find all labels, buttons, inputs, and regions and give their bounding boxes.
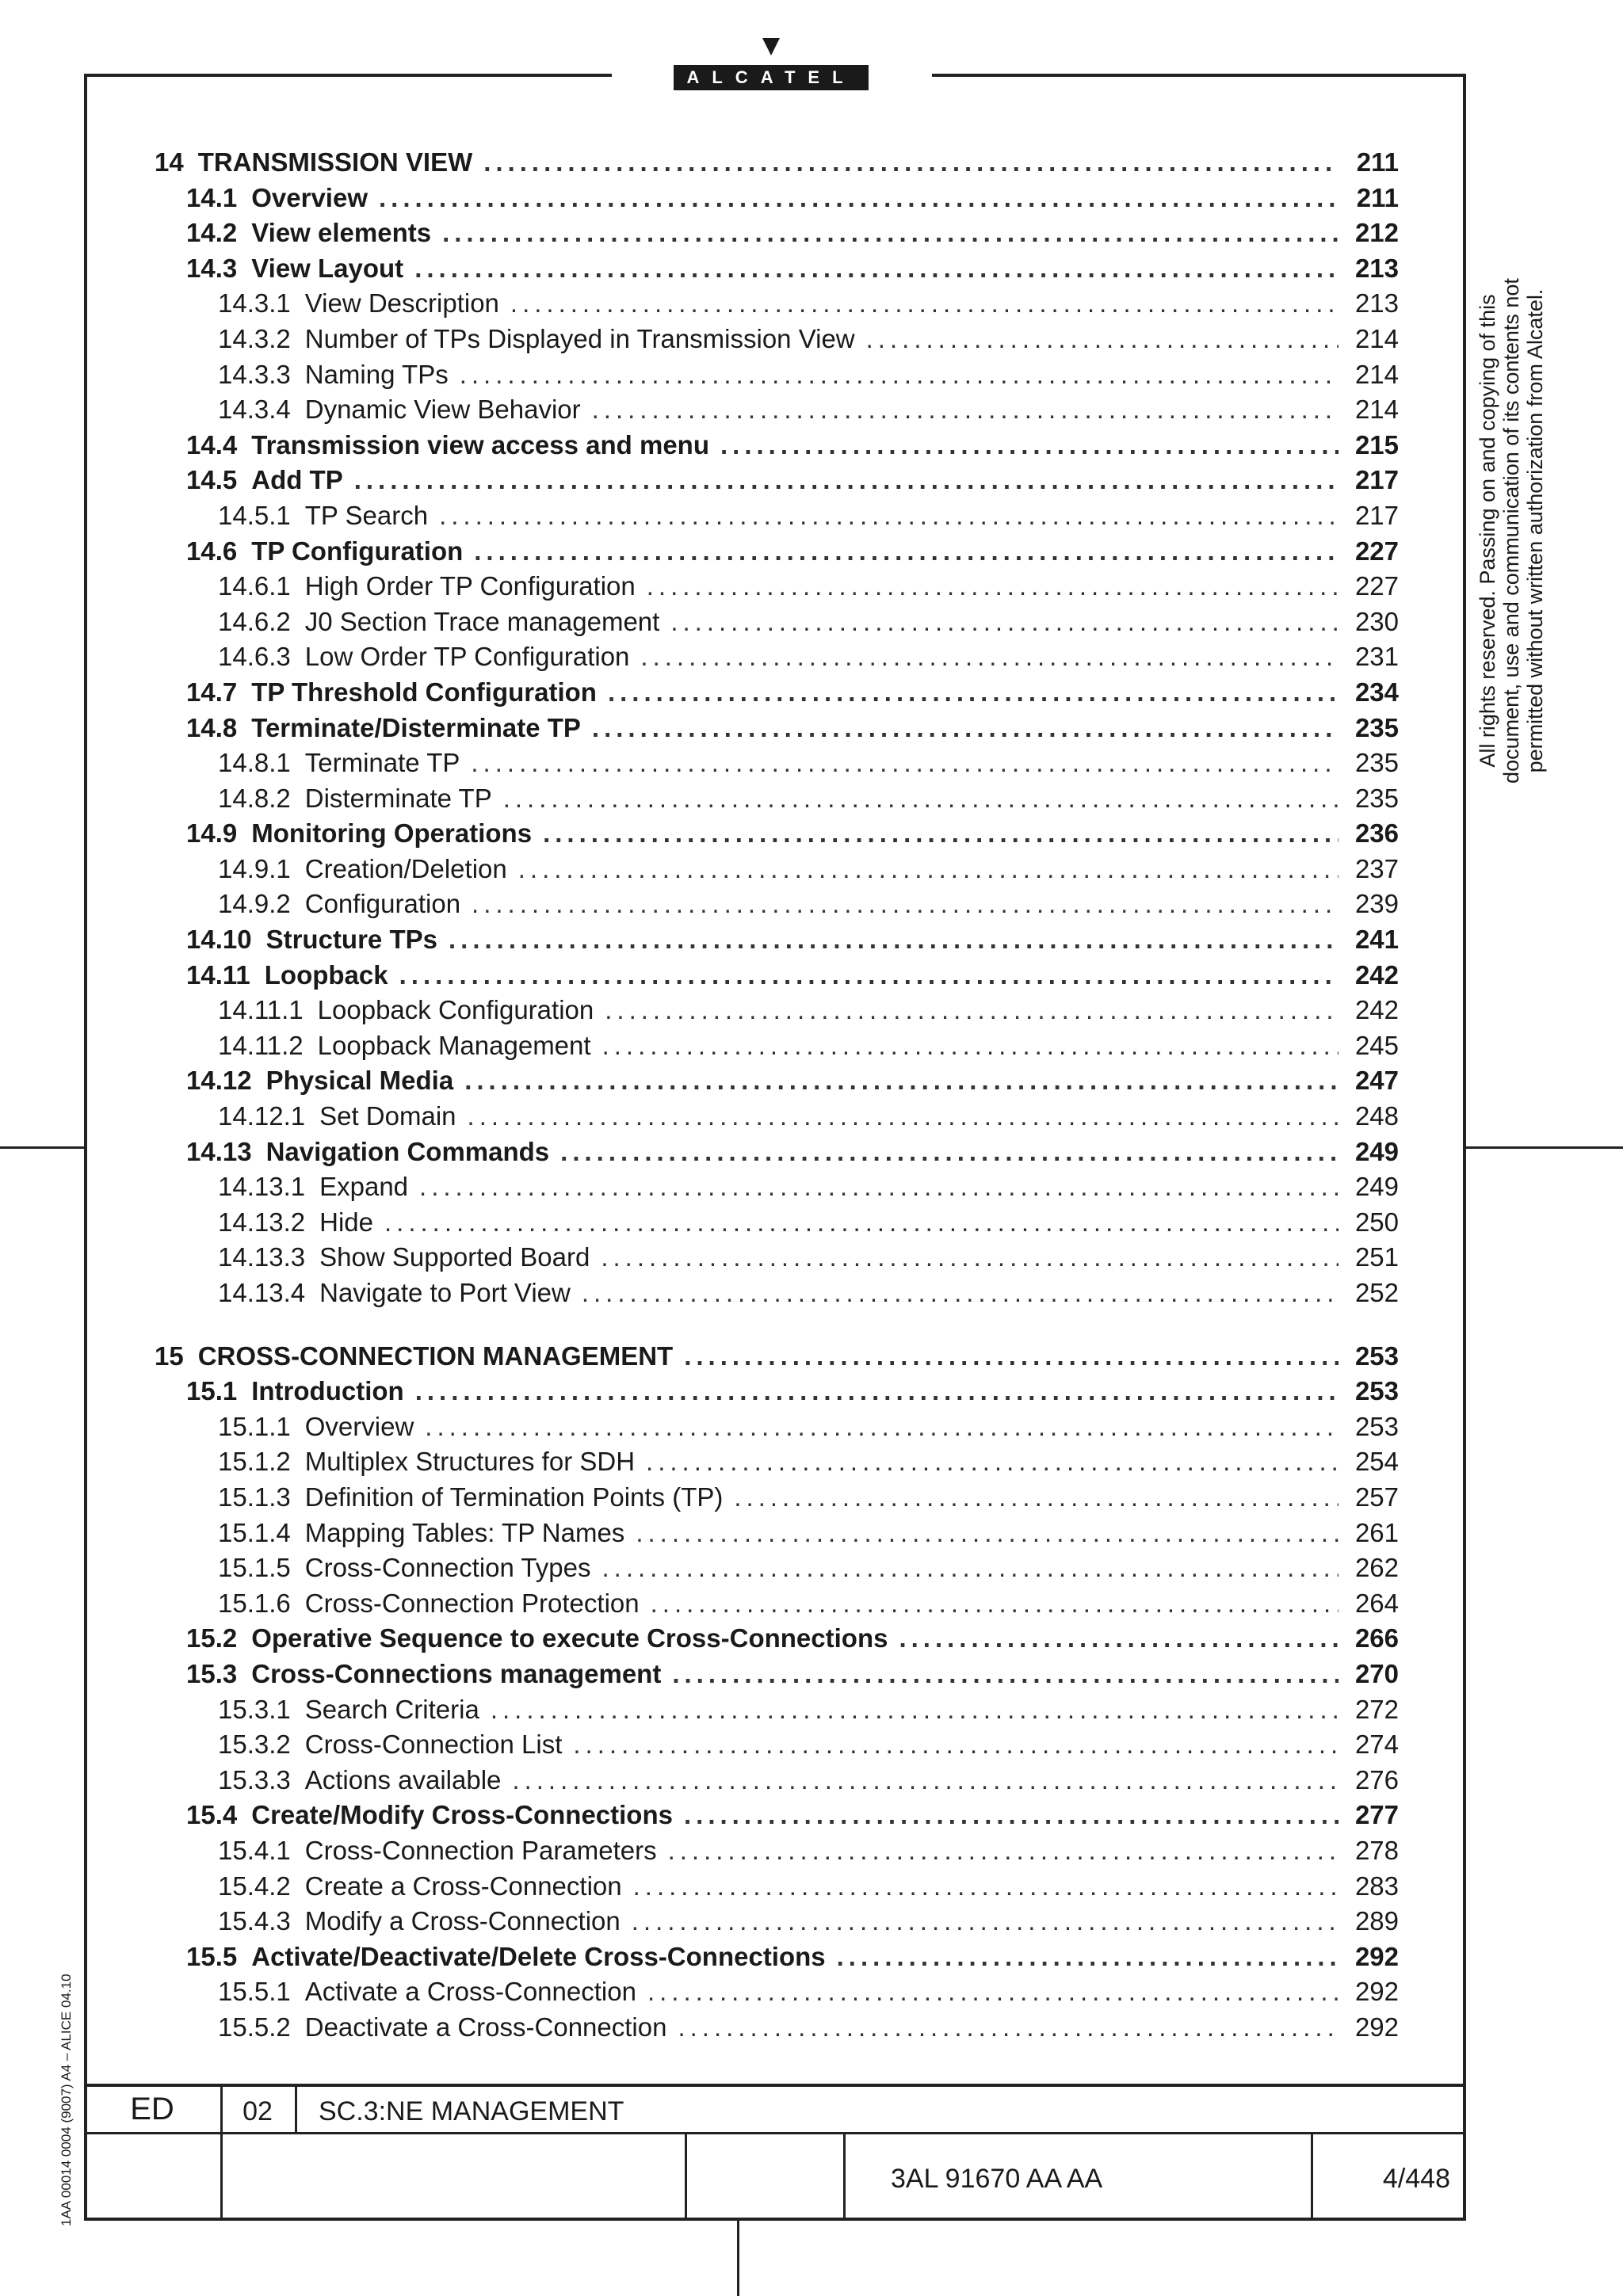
toc-entry-number: 14.2 [186, 218, 238, 248]
toc-entry-title: Cross-Connection List [304, 1730, 563, 1760]
toc-entry-page: 214 [1354, 323, 1399, 353]
toc-entry-title: Structure TPs [265, 925, 437, 955]
toc-entry-page: 227 [1354, 571, 1399, 601]
toc-dot-leader [592, 395, 1338, 425]
toc-entry-page: 253 [1354, 1341, 1399, 1371]
toc-entry-page: 270 [1354, 1658, 1399, 1688]
toc-entry-title: Low Order TP Configuration [304, 642, 630, 672]
toc-entry[interactable] [155, 818, 1399, 854]
toc-entry[interactable] [155, 925, 1399, 960]
toc-entry-title: Disterminate TP [304, 783, 492, 813]
toc-entry[interactable] [155, 1553, 1399, 1589]
toc-dot-leader [503, 784, 1338, 814]
toc-entry-page: 235 [1354, 712, 1399, 742]
toc-entry-title: Create/Modify Cross-Connections [251, 1800, 673, 1830]
toc-entry-number: 14.8.2 [218, 783, 291, 813]
toc-entry[interactable] [155, 1447, 1399, 1482]
toc-entry-number: 14.3 [186, 253, 238, 283]
toc-entry-number: 15.3.1 [218, 1694, 291, 1724]
toc-entry-page: 235 [1354, 748, 1399, 778]
toc-entry-page: 217 [1354, 465, 1399, 495]
toc-dot-leader [672, 1659, 1338, 1689]
toc-entry-page: 278 [1354, 1835, 1399, 1865]
toc-entry[interactable] [155, 147, 1399, 183]
toc-entry-title: TP Configuration [251, 536, 464, 566]
toc-entry-title: Terminate/Disterminate TP [251, 712, 581, 742]
toc-entry[interactable] [155, 1942, 1399, 1978]
footer-divider [685, 2134, 687, 2218]
toc-entry[interactable] [155, 1412, 1399, 1447]
toc-entry[interactable] [155, 1800, 1399, 1836]
toc-entry[interactable] [155, 1066, 1399, 1101]
toc-entry-page: 276 [1354, 1764, 1399, 1794]
toc-entry-page: 266 [1354, 1623, 1399, 1653]
toc-entry-title: Configuration [304, 889, 461, 919]
frame-top-left-border [84, 74, 612, 77]
toc-dot-leader [720, 430, 1338, 460]
toc-entry-page: 247 [1354, 1066, 1399, 1096]
toc-dot-leader [640, 642, 1338, 672]
toc-entry-page: 235 [1354, 783, 1399, 813]
toc-entry-title: Cross-Connection Protection [304, 1588, 640, 1618]
toc-entry-page: 242 [1354, 995, 1399, 1025]
toc-entry-number: 15.5.2 [218, 2012, 291, 2042]
toc-entry[interactable] [155, 854, 1399, 890]
toc-entry-title: Monitoring Operations [251, 818, 533, 849]
toc-dot-leader [384, 1207, 1338, 1238]
toc-entry-number: 15.4.1 [218, 1835, 291, 1865]
toc-entry-number: 15.1.3 [218, 1482, 291, 1512]
toc-entry-page: 292 [1354, 1977, 1399, 2007]
toc-dot-leader [399, 960, 1338, 990]
toc-entry-page: 214 [1354, 359, 1399, 389]
toc-entry-page: 212 [1354, 218, 1399, 248]
toc-entry-title: Creation/Deletion [304, 853, 507, 883]
toc-entry[interactable] [155, 1589, 1399, 1624]
toc-entry-title: Overview [304, 1411, 414, 1441]
toc-entry-title: Search Criteria [304, 1694, 479, 1724]
toc-dot-leader [518, 854, 1338, 884]
toc-entry[interactable] [155, 1137, 1399, 1173]
edition-number: 02 [242, 2096, 273, 2126]
toc-entry-title: Cross-Connection Types [304, 1553, 591, 1583]
toc-dot-leader [601, 1242, 1338, 1272]
toc-entry-page: 211 [1356, 147, 1399, 177]
toc-entry[interactable] [155, 642, 1399, 677]
toc-entry-page: 214 [1354, 395, 1399, 425]
toc-entry[interactable] [155, 254, 1399, 289]
toc-entry-number: 14.8 [186, 712, 238, 742]
toc-entry-number: 14.6.1 [218, 571, 291, 601]
toc-dot-leader [632, 1906, 1338, 1936]
toc-entry-number: 14.6.2 [218, 606, 291, 636]
toc-entry-number: 14.6.3 [218, 642, 291, 672]
edition-label: ED [130, 2092, 174, 2126]
toc-entry[interactable] [155, 395, 1399, 430]
toc-entry-number: 15.1.5 [218, 1553, 291, 1583]
toc-entry-number: 14.6 [186, 536, 238, 566]
table-of-contents [155, 147, 1399, 2047]
toc-entry-page: 213 [1354, 288, 1399, 318]
toc-dot-leader [472, 889, 1338, 919]
toc-entry[interactable] [155, 1242, 1399, 1278]
toc-dot-leader [474, 536, 1338, 566]
toc-dot-leader [837, 1942, 1338, 1972]
toc-dot-leader [684, 1341, 1338, 1371]
toc-entry[interactable] [155, 995, 1399, 1031]
toc-entry-page: 253 [1354, 1411, 1399, 1441]
toc-dot-leader [899, 1623, 1338, 1653]
toc-entry[interactable] [155, 677, 1399, 713]
toc-entry[interactable] [155, 183, 1399, 219]
toc-dot-leader [464, 1066, 1338, 1096]
toc-dot-leader [647, 1977, 1338, 2007]
toc-entry-number: 14.11.2 [218, 1030, 304, 1060]
toc-entry[interactable] [155, 465, 1399, 501]
toc-entry-number: 14.9 [186, 818, 238, 849]
toc-entry-number: 14.5.1 [218, 500, 291, 530]
toc-entry[interactable] [155, 1906, 1399, 1942]
toc-entry-number: 14.11 [186, 959, 250, 990]
toc-entry-number: 14.12.1 [218, 1101, 306, 1131]
toc-entry[interactable] [155, 571, 1399, 607]
toc-entry-number: 14.11.1 [218, 995, 304, 1025]
toc-entry-number: 15.1.6 [218, 1588, 291, 1618]
toc-dot-leader [468, 1101, 1338, 1131]
toc-entry-page: 249 [1354, 1136, 1399, 1166]
document-section-title: SC.3:NE MANAGEMENT [319, 2096, 624, 2126]
toc-entry[interactable] [155, 1518, 1399, 1554]
toc-entry-number: 14.13.4 [218, 1278, 306, 1307]
toc-entry-number: 14.7 [186, 677, 238, 707]
toc-entry[interactable] [155, 218, 1399, 254]
toc-entry-title: Activate/Deactivate/Delete Cross-Connections [251, 1941, 826, 1971]
toc-entry-title: Introduction [251, 1376, 404, 1406]
toc-entry[interactable] [155, 288, 1399, 324]
toc-entry[interactable] [155, 2012, 1399, 2048]
toc-entry[interactable] [155, 1623, 1399, 1659]
toc-dot-leader [633, 1871, 1338, 1901]
toc-entry[interactable] [155, 1207, 1399, 1243]
toc-entry-number: 15.3.2 [218, 1730, 291, 1760]
toc-entry-number: 14.13.2 [218, 1207, 306, 1237]
toc-entry-number: 14.3.3 [218, 359, 291, 389]
toc-dot-leader [414, 254, 1338, 284]
toc-entry-title: Loopback [264, 959, 388, 990]
toc-entry-page: 234 [1354, 677, 1399, 707]
toc-entry-page: 248 [1354, 1101, 1399, 1131]
toc-entry[interactable] [155, 1482, 1399, 1518]
toc-entry-number: 14.3.1 [218, 288, 291, 318]
toc-entry[interactable] [155, 360, 1399, 395]
toc-entry-page: 292 [1354, 1941, 1399, 1971]
toc-entry-page: 274 [1354, 1730, 1399, 1760]
toc-entry-number: 14.1 [186, 182, 238, 212]
toc-entry-number: 15.2 [186, 1623, 238, 1653]
toc-dot-leader [636, 1518, 1338, 1548]
toc-entry-title: Physical Media [265, 1066, 454, 1096]
toc-entry[interactable] [155, 1172, 1399, 1207]
toc-entry-number: 15.1.1 [218, 1411, 291, 1441]
toc-entry-number: 14 [155, 147, 184, 177]
toc-entry-title: Transmission view access and menu [251, 429, 709, 460]
toc-dot-leader [670, 607, 1338, 637]
toc-entry-number: 14.4 [186, 429, 238, 460]
toc-entry-title: Activate a Cross-Connection [304, 1977, 636, 2007]
toc-entry-title: High Order TP Configuration [304, 571, 636, 601]
toc-entry[interactable] [155, 748, 1399, 784]
toc-entry-title: Hide [319, 1207, 373, 1237]
toc-entry-page: 213 [1354, 253, 1399, 283]
toc-entry-number: 14.9.2 [218, 889, 291, 919]
toc-entry-page: 237 [1354, 853, 1399, 883]
toc-entry-title: Number of TPs Displayed in Transmission View [304, 323, 855, 353]
toc-dot-leader [354, 465, 1338, 495]
toc-dot-leader [560, 1137, 1338, 1167]
toc-entry-title: Navigate to Port View [319, 1278, 571, 1307]
toc-entry-number: 14.12 [186, 1066, 252, 1096]
toc-dot-leader [483, 147, 1338, 177]
toc-entry-number: 15.5 [186, 1941, 238, 1971]
toc-entry-page: 264 [1354, 1588, 1399, 1618]
toc-entry[interactable] [155, 536, 1399, 572]
toc-entry-title: Loopback Management [317, 1030, 591, 1060]
toc-entry[interactable] [155, 1695, 1399, 1730]
toc-entry-title: CROSS-CONNECTION MANAGEMENT [197, 1341, 674, 1371]
toc-dot-leader [646, 1447, 1338, 1477]
toc-dot-leader [573, 1730, 1338, 1760]
toc-entry-title: Set Domain [319, 1101, 456, 1131]
toc-dot-leader [582, 1278, 1338, 1308]
toc-entry-page: 277 [1354, 1800, 1399, 1830]
toc-dot-leader [471, 748, 1338, 778]
toc-dot-leader [647, 571, 1338, 601]
toc-dot-leader [592, 713, 1338, 743]
frame-left-border [84, 74, 87, 2221]
logo-triangle-icon [762, 38, 780, 55]
toc-entry[interactable] [155, 430, 1399, 466]
toc-entry-page: 230 [1354, 606, 1399, 636]
toc-entry-title: Expand [319, 1172, 409, 1202]
toc-dot-leader [439, 501, 1338, 531]
toc-dot-leader [425, 1412, 1338, 1442]
toc-entry-title: Dynamic View Behavior [304, 395, 581, 425]
toc-entry-number: 15.1 [186, 1376, 238, 1406]
toc-dot-leader [651, 1589, 1338, 1619]
toc-entry-title: Modify a Cross-Connection [304, 1906, 621, 1936]
toc-entry-page: 241 [1354, 925, 1399, 955]
toc-entry-page: 262 [1354, 1553, 1399, 1583]
toc-entry-page: 252 [1354, 1278, 1399, 1307]
document-reference: 3AL 91670 AA AA [891, 2164, 1103, 2194]
toc-entry-title: Cross-Connections management [251, 1658, 662, 1688]
toc-dot-leader [442, 218, 1338, 248]
toc-dot-leader [510, 288, 1338, 318]
toc-entry[interactable] [155, 1376, 1399, 1412]
toc-entry-page: 227 [1354, 536, 1399, 566]
toc-entry[interactable] [155, 1341, 1399, 1377]
toc-dot-leader [460, 360, 1338, 390]
toc-entry-page: 245 [1354, 1030, 1399, 1060]
toc-dot-leader [866, 324, 1338, 354]
toc-entry-number: 14.13 [186, 1136, 252, 1166]
toc-entry-page: 236 [1354, 818, 1399, 849]
toc-dot-leader [684, 1800, 1338, 1830]
toc-entry-number: 14.13.1 [218, 1172, 306, 1202]
toc-entry[interactable] [155, 784, 1399, 819]
footer-block [84, 2084, 1466, 2221]
fold-mark-left [0, 1146, 84, 1149]
toc-entry-number: 15.4.2 [218, 1871, 291, 1901]
toc-entry-page: 249 [1354, 1172, 1399, 1202]
toc-dot-leader [678, 2012, 1338, 2042]
toc-entry-number: 15.3.3 [218, 1764, 291, 1794]
toc-dot-leader [491, 1695, 1338, 1725]
toc-dot-leader [419, 1172, 1338, 1202]
toc-entry-title: Actions available [304, 1764, 502, 1794]
toc-entry-page: 251 [1354, 1242, 1399, 1272]
toc-entry-page: 239 [1354, 889, 1399, 919]
toc-entry-title: View Layout [251, 253, 404, 283]
toc-entry-number: 14.9.1 [218, 853, 291, 883]
toc-entry-title: Naming TPs [304, 359, 449, 389]
toc-entry[interactable] [155, 1031, 1399, 1066]
toc-dot-leader [512, 1765, 1338, 1795]
toc-entry-title: Cross-Connection Parameters [304, 1835, 657, 1865]
toc-entry-number: 15 [155, 1341, 184, 1371]
frame-top-right-border [932, 74, 1466, 77]
toc-entry-page: 231 [1354, 642, 1399, 672]
fold-mark-bottom [737, 2221, 739, 2296]
toc-dot-leader [379, 183, 1338, 213]
toc-dot-leader [415, 1376, 1338, 1406]
copyright-notice: All rights reserved. Passing on and copying of this document, use and communication of its contents not permitted without written authorization from Alcatel. [1476, 278, 1547, 784]
toc-entry-page: 217 [1354, 500, 1399, 530]
toc-entry-title: TRANSMISSION VIEW [197, 147, 473, 177]
toc-entry-title: View Description [304, 288, 499, 318]
fold-mark-right [1466, 1146, 1623, 1149]
toc-entry-title: Navigation Commands [265, 1136, 550, 1166]
toc-entry[interactable] [155, 1765, 1399, 1801]
toc-entry[interactable] [155, 1659, 1399, 1695]
toc-entry-title: Mapping Tables: TP Names [304, 1517, 625, 1547]
toc-entry-number: 15.4.3 [218, 1906, 291, 1936]
toc-entry[interactable] [155, 324, 1399, 360]
toc-dot-leader [608, 677, 1338, 707]
toc-entry-title: Deactivate a Cross-Connection [304, 2012, 667, 2042]
toc-entry-page: 254 [1354, 1447, 1399, 1477]
toc-dot-leader [601, 1553, 1338, 1583]
toc-entry[interactable] [155, 1101, 1399, 1137]
toc-dot-leader [605, 995, 1338, 1025]
toc-entry[interactable] [155, 1836, 1399, 1871]
toc-entry-number: 15.5.1 [218, 1977, 291, 2007]
toc-entry-page: 211 [1356, 182, 1399, 212]
toc-entry[interactable] [155, 1730, 1399, 1765]
toc-entry-title: Loopback Configuration [317, 995, 594, 1025]
toc-entry-page: 292 [1354, 2012, 1399, 2042]
toc-entry-number: 14.13.3 [218, 1242, 306, 1272]
toc-entry[interactable] [155, 607, 1399, 643]
toc-entry-page: 253 [1354, 1376, 1399, 1406]
toc-entry-title: Operative Sequence to execute Cross-Connections [251, 1623, 888, 1653]
toc-entry-title: J0 Section Trace management [304, 606, 660, 636]
toc-entry-page: 250 [1354, 1207, 1399, 1237]
toc-entry-page: 272 [1354, 1694, 1399, 1724]
toc-entry-page: 257 [1354, 1482, 1399, 1512]
toc-entry-page: 289 [1354, 1906, 1399, 1936]
toc-entry[interactable] [155, 1977, 1399, 2012]
toc-entry-number: 14.8.1 [218, 748, 291, 778]
toc-dot-leader [602, 1031, 1338, 1061]
toc-dot-leader [734, 1482, 1338, 1512]
toc-entry-number: 14.5 [186, 465, 238, 495]
toc-entry-title: Create a Cross-Connection [304, 1871, 622, 1901]
toc-entry-title: Show Supported Board [319, 1242, 590, 1272]
toc-dot-leader [449, 925, 1338, 955]
toc-entry-title: Definition of Termination Points (TP) [304, 1482, 724, 1512]
page-number: 4/448 [1382, 2164, 1450, 2194]
toc-entry-page: 283 [1354, 1871, 1399, 1901]
toc-entry-page: 261 [1354, 1517, 1399, 1547]
toc-entry[interactable] [155, 960, 1399, 996]
toc-entry-title: Add TP [251, 465, 343, 495]
toc-entry-number: 15.1.4 [218, 1517, 291, 1547]
toc-entry-title: Multiplex Structures for SDH [304, 1447, 636, 1477]
toc-entry-number: 15.4 [186, 1800, 238, 1830]
form-code: 1AA 00014 0004 (9007) A4 – ALICE 04.10 [59, 1974, 74, 2226]
toc-entry-number: 15.1.2 [218, 1447, 291, 1477]
toc-entry[interactable] [155, 889, 1399, 925]
toc-entry-number: 14.3.2 [218, 323, 291, 353]
alcatel-logo [674, 38, 869, 93]
toc-entry[interactable] [155, 501, 1399, 536]
toc-entry-title: Overview [251, 182, 368, 212]
toc-entry-number: 14.10 [186, 925, 252, 955]
toc-entry-title: View elements [251, 218, 432, 248]
toc-entry[interactable] [155, 713, 1399, 749]
toc-entry-page: 242 [1354, 959, 1399, 990]
toc-entry[interactable] [155, 1871, 1399, 1907]
toc-entry-number: 14.3.4 [218, 395, 291, 425]
toc-entry-number: 15.3 [186, 1658, 238, 1688]
footer-divider [295, 2087, 297, 2134]
toc-entry-title: TP Search [304, 500, 429, 530]
toc-dot-leader [668, 1836, 1338, 1866]
toc-entry-page: 215 [1354, 429, 1399, 460]
toc-dot-leader [543, 818, 1338, 849]
toc-entry-title: TP Threshold Configuration [251, 677, 597, 707]
logo-wordmark: ALCATEL [674, 65, 869, 90]
toc-entry[interactable] [155, 1278, 1399, 1314]
toc-entry-title: Terminate TP [304, 748, 460, 778]
